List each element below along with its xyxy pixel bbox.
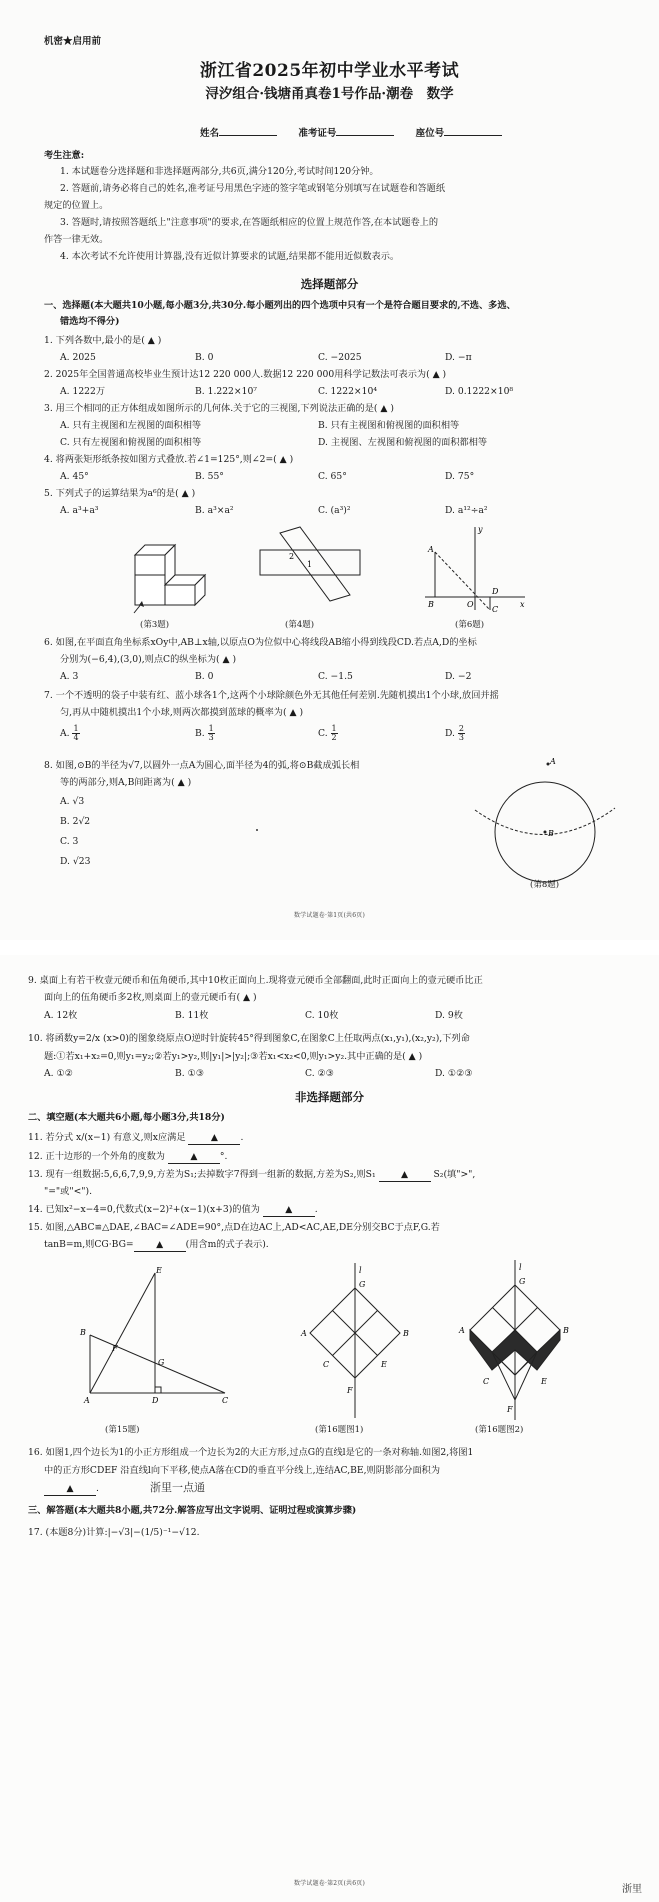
ticket-label: 准考证号 (298, 128, 337, 139)
ticket-blank (336, 125, 394, 136)
point-g-label: G (359, 1280, 366, 1289)
question-4-stem: 4. 将两张矩形纸条按如图方式叠放.若∠1=125°,则∠2=( ▲ ) (44, 454, 294, 465)
caption-q15: (第15题) (105, 1425, 140, 1435)
option-a: A. $\frac{1}{4}$ (60, 724, 79, 742)
question-12: 12. 正十边形的一个外角的度数为 ▲ °. (28, 1151, 228, 1162)
exam-title: 浙江省2025年初中学业水平考试 (199, 61, 460, 81)
point-c-label: C (492, 605, 499, 612)
question-5-stem: 5. 下列式子的运算结果为a⁶的是( ▲ ) (44, 488, 196, 499)
option-a: A. 3 (60, 671, 79, 682)
caption-q16-fig1: (第16题图1) (315, 1425, 364, 1435)
choice-intro: 一、选择题(本大题共10小题,每小题3分,共30分.每小题列出的四个选项中只有一个是符合题目要求的,不选、多选、 (44, 300, 516, 311)
option-c: C. 只有左视图和俯视图的面积相等 (60, 437, 202, 448)
option-b: B. 11枚 (175, 1010, 209, 1021)
candidate-info-line (200, 125, 520, 140)
notice-line: 3. 答题时,请按照答题纸上"注意事项"的要求,在答题纸相应的位置上规范作答,在本试题卷上的 (60, 217, 439, 228)
question-16: 16. 如图1,四个边长为1的小正方形组成一个边长为2的大正方形,过点G的直线l是它的一条对称轴.如图2,将图1 (28, 1447, 474, 1458)
figure-q4-strips (255, 525, 365, 605)
option-a: A. 2025 (60, 352, 96, 363)
point-e-label: E (541, 1377, 547, 1386)
point-c-label: C (222, 1396, 229, 1405)
option-d: D. 9枚 (435, 1010, 463, 1021)
name-label: 姓名 (200, 128, 220, 139)
option-d: D. a¹²÷a² (445, 505, 488, 516)
option-a: A. 12枚 (44, 1010, 78, 1021)
point-o-label: O (467, 600, 474, 609)
exam-subtitle: 浔汐组合·钱塘甬真卷1号作品·潮卷 数学 (205, 86, 454, 102)
option-c: C. 3 (60, 836, 79, 847)
figure-q6-coordinates (420, 522, 530, 612)
exam-page-1 (0, 0, 659, 940)
corner-watermark: 浙里 (622, 1884, 642, 1895)
answer-section-title: 三、解答题(本大题共8小题,共72分.解答应写出文字说明、证明过程或演算步骤) (28, 1505, 357, 1516)
caption-q8: (第8题) (530, 880, 560, 890)
question-1-stem: 1. 下列各数中,最小的是( ▲ ) (44, 335, 162, 346)
caption-q3: (第3题) (140, 620, 170, 630)
point-a-label: A (84, 1396, 90, 1405)
point-g-label: G (158, 1358, 165, 1367)
question-16-answer-line: ▲ . (44, 1483, 99, 1496)
option-b: B. $\frac{1}{3}$ (195, 724, 214, 742)
fill-section-title: 二、填空题(本大题共6小题,每小题3分,共18分) (28, 1112, 225, 1123)
option-d: D. √23 (60, 856, 91, 867)
point-f-label: F (347, 1386, 353, 1395)
question-17: 17. (本题8分)计算:|−√3|−(1/5)⁻¹−√12. (28, 1527, 200, 1538)
question-9-stem-cont: 面向上的伍角硬币多2枚,则桌面上的壹元硬币有( ▲ ) (44, 992, 257, 1003)
angle-1-label: 1 (307, 560, 313, 569)
point-a-label: A (550, 757, 556, 766)
exam-page-2 (0, 955, 659, 1902)
question-16-cont: 中的正方形CDEF 沿直线l向下平移,使点A落在CD的垂直平分线上,连结AC,BE,则阴影部分面积为 (44, 1465, 441, 1476)
notice-line: 4. 本次考试不允许使用计算器,没有近似计算要求的试题,结果都不能用近似数表示。 (60, 251, 400, 262)
option-d: D. 主视图、左视图和俯视图的面积都相等 (318, 437, 488, 448)
line-l-label: l (359, 1266, 362, 1275)
question-15: 15. 如图,△ABC≌△DAE,∠BAC=∠ADE=90°,点D在边AC上,AD<AC,AE,DE分别交BC于点F,G.若 (28, 1222, 440, 1233)
figure-q8-circle (470, 750, 620, 890)
option-c: C. ②③ (305, 1068, 335, 1079)
point-e-label: E (156, 1266, 162, 1275)
figure-q15-triangles (70, 1263, 240, 1413)
option-b: B. 0 (195, 352, 214, 363)
question-6-stem-cont: 分别为(−6,4),(3,0),则点C的纵坐标为( ▲ ) (60, 654, 237, 665)
page-footer: 数学试题卷·第2页(共6页) (293, 1880, 366, 1887)
question-13: 13. 现有一组数据:5,6,6,7,9,9,方差为S₁;去掉数字7得到一组新的数据,方差为S₂,则S₁ ▲ S₂(填">", (28, 1169, 476, 1180)
option-c: C. −1.5 (318, 671, 353, 682)
point-e-label: E (381, 1360, 387, 1369)
option-a: A. √3 (60, 796, 85, 807)
option-b: B. ①③ (175, 1068, 205, 1079)
figure-q16-1 (285, 1263, 425, 1418)
point-d-label: D (152, 1396, 159, 1405)
confidential-label: 机密★启用前 (44, 36, 102, 47)
option-b: B. 1.222×10⁷ (195, 386, 257, 397)
option-c: C. $\frac{1}{2}$ (318, 724, 337, 742)
option-a: A. ①② (44, 1068, 73, 1079)
point-g-label: G (519, 1277, 526, 1286)
name-blank (219, 125, 277, 136)
line-l-label: l (519, 1263, 522, 1272)
question-9-stem: 9. 桌面上有若干枚壹元硬币和伍角硬币,其中10枚正面向上.现将壹元硬币全部翻面,此时正面向上的壹元硬币比正 (28, 975, 483, 986)
caption-q6: (第6题) (455, 620, 485, 630)
option-a: A. 45° (60, 471, 89, 482)
caption-q16-fig2: (第16题图2) (475, 1425, 524, 1435)
point-b-label: B (548, 829, 554, 838)
option-d: D. 0.1222×10⁸ (445, 386, 514, 397)
point-d-label: D (492, 587, 499, 596)
notice-line: 作答一律无效。 (44, 234, 109, 245)
option-d: D. 75° (445, 471, 475, 482)
notice-line: 2. 答题前,请务必将自己的姓名,准考证号用黑色字迹的签字笔或钢笔分别填写在试题卷和答题纸 (60, 183, 446, 194)
question-13-cont: "="或"<"). (44, 1186, 92, 1197)
option-d: D. −π (445, 352, 472, 363)
question-6-stem: 6. 如图,在平面直角坐标系xOy中,AB⊥x轴,以原点O为位似中心将线段AB缩小得到线段CD.若点A,D的坐标 (44, 637, 477, 648)
point-b-label: B (403, 1329, 409, 1338)
question-7-stem: 7. 一个不透明的袋子中装有红、蓝小球各1个,这两个小球除颜色外无其他任何差别.先随机摸出1个小球,放回并摇 (44, 690, 499, 701)
option-c: C. 65° (318, 471, 347, 482)
option-d: D. $\frac{2}{3}$ (445, 724, 464, 742)
question-14: 14. 已知x²−x−4=0,代数式(x−2)²+(x−1)(x+3)的值为 ▲ . (28, 1204, 318, 1215)
y-axis-label: y (478, 525, 483, 534)
question-3-stem: 3. 用三个相同的正方体组成如图所示的几何体.关于它的三视图,下列说法正确的是( ▲ ) (44, 403, 394, 414)
point-f-label: F (507, 1405, 513, 1414)
notice-title: 考生注意: (44, 150, 85, 161)
page-footer: 数学试题卷·第1页(共6页) (293, 912, 366, 919)
option-d: D. −2 (445, 671, 472, 682)
option-b: B. 2√2 (60, 816, 91, 827)
option-c: C. 10枚 (305, 1010, 339, 1021)
question-8-stem: 8. 如图,⊙B的半径为√7,以圆外一点A为圆心,面半径为4的弧,将⊙B截成弧长相 (44, 760, 360, 771)
notice-line: 1. 本试题卷分选择题和非选择题两部分,共6页,满分120分,考试时间120分钟。 (60, 166, 379, 177)
figure-q3-cubes (120, 525, 215, 615)
watermark-text: 浙里一点通 (150, 1481, 205, 1494)
question-7-stem-cont: 匀,再从中随机摸出1个小球,则两次都摸到蓝球的概率为( ▲ ) (60, 707, 304, 718)
question-15-cont: tanB=m,则CG·BG= ▲ (用含m的式子表示). (44, 1239, 269, 1250)
question-10-stem-cont: 题:①若x₁+x₂=0,则y₁=y₂;②若y₁>y₂,则|y₁|>|y₂|;③若x₁<x₂<0,则y₁>y₂.其中正确的是( ▲ ) (44, 1051, 423, 1062)
option-b: B. 只有主视图和俯视图的面积相等 (318, 420, 460, 431)
option-b: B. 0 (195, 671, 214, 682)
section-title-nonchoice: 非选择题部分 (295, 1090, 364, 1104)
question-8-stem-cont: 等的两部分,则A,B间距离为( ▲ ) (60, 777, 192, 788)
section-title-choice: 选择题部分 (300, 277, 359, 291)
point-a-label: A (428, 545, 434, 554)
choice-intro: 错选均不得分) (60, 316, 120, 327)
question-2-stem: 2. 2025年全国普通高校毕业生预计达12 220 000人.数据12 220 000用科学记数法可表示为( ▲ ) (44, 369, 447, 380)
point-a-label: A (301, 1329, 307, 1338)
angle-2-label: 2 (289, 552, 295, 561)
point-b-label: B (563, 1326, 569, 1335)
option-b: B. 55° (195, 471, 224, 482)
figure-q16-2 (445, 1260, 585, 1420)
point-c-label: C (483, 1377, 490, 1386)
x-axis-label: x (520, 600, 525, 609)
scan-speck (256, 829, 258, 831)
option-d: D. ①②③ (435, 1068, 473, 1079)
notice-line: 规定的位置上。 (44, 200, 109, 211)
option-c: C. −2025 (318, 352, 362, 363)
point-b-label: B (80, 1328, 86, 1337)
seat-blank (444, 125, 502, 136)
option-a: A. 1222万 (60, 386, 106, 397)
seat-label: 座位号 (415, 128, 445, 139)
option-b: B. a³×a² (195, 505, 234, 516)
question-11: 11. 若分式 x/(x−1) 有意义,则x应满足 ▲ . (28, 1132, 244, 1143)
option-a: A. a³+a³ (60, 505, 99, 516)
point-f-label: F (112, 1344, 118, 1353)
point-a-label: A (459, 1326, 465, 1335)
option-c: C. (a³)² (318, 505, 351, 516)
point-b-label: B (428, 600, 434, 609)
option-a: A. 只有主视图和左视图的面积相等 (60, 420, 202, 431)
question-10-stem: 10. 将函数y=2/x (x>0)的图象绕原点O逆时针旋转45°得到图象C,在图象C上任取两点(x₁,y₁),(x₂,y₂),下列命 (28, 1033, 470, 1044)
caption-q4: (第4题) (285, 620, 315, 630)
point-c-label: C (323, 1360, 330, 1369)
option-c: C. 1222×10⁴ (318, 386, 377, 397)
